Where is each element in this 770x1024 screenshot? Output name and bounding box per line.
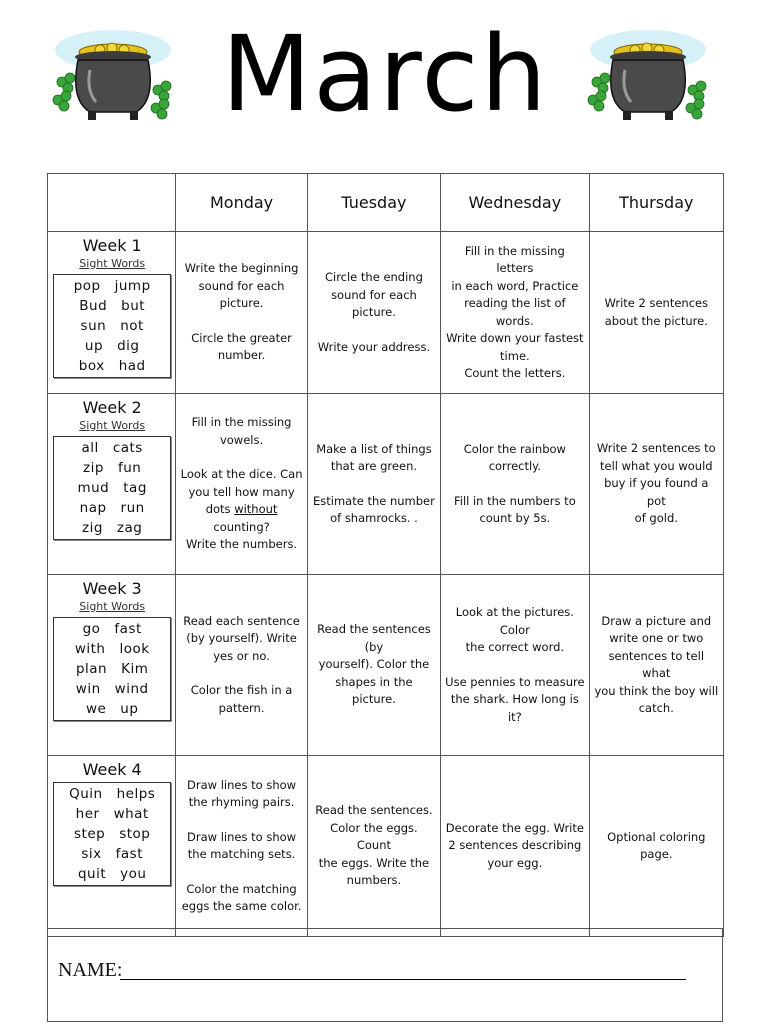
task-line: Use pennies to measure xyxy=(445,674,585,689)
sight-word-row xyxy=(54,804,170,824)
sight-words-label: Sight Words xyxy=(79,257,146,270)
task-line: Color the matching xyxy=(186,881,297,896)
task-line: Draw a picture and xyxy=(601,613,712,628)
sight-word-row xyxy=(54,824,170,844)
sight-word: all xyxy=(81,440,99,456)
sight-words-box xyxy=(53,617,171,721)
task-line: Color the rainbow xyxy=(463,441,566,456)
task-line: Read the sentences. xyxy=(315,803,433,818)
sight-word-row xyxy=(54,619,170,639)
task-line: catch. xyxy=(638,701,674,715)
pot-of-gold-icon xyxy=(50,30,176,130)
sight-word: mud xyxy=(77,480,110,496)
sight-word: tag xyxy=(123,480,147,496)
task-line: sound for each picture. xyxy=(198,278,285,311)
task-line: the eggs. Write the xyxy=(318,855,430,870)
page-title: March xyxy=(221,13,549,135)
task-line: tell what you would xyxy=(600,458,713,473)
task-line: Color the eggs. Count xyxy=(330,820,418,853)
task-line: sentences to tell what xyxy=(608,648,705,680)
week-label-cell xyxy=(48,756,176,937)
task-line: Color the fish in a xyxy=(190,683,293,698)
task-line: Fill in the numbers to xyxy=(453,493,576,508)
task-line: pattern. xyxy=(218,700,265,715)
name-label: NAME: xyxy=(58,959,123,981)
task-line: vowels. xyxy=(219,432,264,447)
sight-word: cats xyxy=(112,440,143,456)
sight-word: what xyxy=(113,806,149,822)
sight-word: look xyxy=(119,641,150,657)
sight-word: six xyxy=(81,846,102,862)
task-line: write one or two xyxy=(609,631,704,645)
week-row xyxy=(48,756,724,937)
task-line: Optional coloring page. xyxy=(607,829,706,861)
task-line: eggs the same color. xyxy=(181,899,302,913)
sight-word-row xyxy=(54,784,170,804)
sight-word-row xyxy=(54,518,170,538)
sight-word: dig xyxy=(117,338,140,354)
monday-cell xyxy=(176,756,307,937)
sight-word: zig xyxy=(82,520,103,536)
sight-word: had xyxy=(118,358,146,374)
pot-of-gold-icon xyxy=(585,30,711,130)
sight-word: pop xyxy=(73,278,101,294)
week-label-cell xyxy=(48,394,176,575)
task-line: Circle the ending xyxy=(324,270,423,284)
sight-word: helps xyxy=(116,786,156,802)
sight-word: go xyxy=(82,621,101,637)
task-line: you think the boy will xyxy=(594,683,719,698)
task-line: correctly. xyxy=(488,459,541,473)
sight-word-row xyxy=(54,864,170,884)
sight-word-row xyxy=(54,458,170,478)
sight-word: not xyxy=(120,318,144,334)
sight-word-row xyxy=(54,296,170,316)
task-line: Write your address. xyxy=(317,339,431,354)
week-title: Week 1 xyxy=(82,236,142,255)
monday-cell xyxy=(176,575,307,756)
task-line: Estimate the number xyxy=(313,493,435,508)
sight-words-box xyxy=(53,782,171,886)
task-line: in each word, Practice xyxy=(451,278,579,293)
sight-word-row xyxy=(54,478,170,498)
sight-word-row xyxy=(54,276,170,296)
sight-words-box xyxy=(53,436,171,540)
week-row xyxy=(48,394,724,575)
wednesday-cell xyxy=(441,394,589,575)
task-line: the matching sets. xyxy=(187,847,296,861)
task-line: yes or no. xyxy=(213,648,270,663)
sight-word-row xyxy=(54,679,170,699)
sight-word: her xyxy=(75,806,100,822)
sight-word-row xyxy=(54,659,170,679)
task-line: (by yourself). Write xyxy=(186,631,297,646)
task-line: Draw lines to show xyxy=(187,829,297,844)
sight-word: we xyxy=(85,701,107,717)
sight-word: fun xyxy=(117,460,142,476)
task-line: you tell how many xyxy=(188,484,295,499)
task-line: Make a list of things xyxy=(316,441,432,456)
task-line: Decorate the egg. Write xyxy=(445,820,584,835)
sight-word-row xyxy=(54,498,170,518)
name-write-line[interactable] xyxy=(120,979,686,980)
task-line: buy if you found a pot xyxy=(604,476,709,508)
weekly-calendar-table xyxy=(47,173,724,937)
sight-word: Quin xyxy=(69,786,103,802)
task-line: Draw lines to show xyxy=(187,777,297,792)
header-row xyxy=(48,174,724,232)
tuesday-cell xyxy=(307,756,440,937)
wednesday-cell xyxy=(441,575,589,756)
task-line: time. xyxy=(500,348,530,363)
sight-word: run xyxy=(120,500,145,516)
sight-word: zag xyxy=(116,520,143,536)
task-line: reading the list of words. xyxy=(464,296,566,328)
task-line: Write down your fastest xyxy=(446,331,584,345)
week-row xyxy=(48,575,724,756)
sight-word: but xyxy=(121,298,146,314)
task-line: yourself). Color the xyxy=(318,657,430,672)
sight-word: zip xyxy=(83,460,104,476)
sight-word: win xyxy=(75,681,101,697)
task-line: Read the sentences (by xyxy=(317,622,431,654)
sight-word: with xyxy=(74,641,106,657)
header-thursday: Thursday xyxy=(589,174,723,232)
monday-cell xyxy=(176,232,307,394)
thursday-cell xyxy=(589,232,723,394)
week-title: Week 4 xyxy=(82,760,142,779)
task-line: 2 sentences describing xyxy=(448,838,582,853)
task-line: Count the letters. xyxy=(464,366,566,380)
sight-word-row xyxy=(54,639,170,659)
monday-cell xyxy=(176,394,307,575)
task-line: count by 5s. xyxy=(479,511,551,525)
sight-word: Kim xyxy=(121,661,149,677)
sight-words-label: Sight Words xyxy=(79,419,146,432)
week-title: Week 3 xyxy=(82,579,142,598)
task-line: Read each sentence xyxy=(183,613,300,628)
sight-word: quit xyxy=(77,866,107,882)
sight-word-row xyxy=(54,336,170,356)
tuesday-cell xyxy=(307,394,440,575)
header-wednesday: Wednesday xyxy=(441,174,589,232)
sight-word: up xyxy=(120,701,139,717)
task-line: the rhyming pairs. xyxy=(188,795,295,809)
task-line: the correct word. xyxy=(465,640,565,654)
task-line: Write the numbers. xyxy=(186,537,298,552)
week-title: Week 2 xyxy=(82,398,142,417)
thursday-cell xyxy=(589,756,723,937)
task-line: sound for each picture. xyxy=(331,287,417,319)
sight-word: stop xyxy=(119,826,151,842)
task-line: the shark. How long is it? xyxy=(450,692,579,724)
thursday-cell xyxy=(589,575,723,756)
thursday-cell xyxy=(589,394,723,575)
task-line: dots without counting? xyxy=(205,502,278,534)
name-box xyxy=(47,928,723,1022)
sight-words-box xyxy=(53,274,171,378)
sight-word: wind xyxy=(114,681,149,697)
sight-word: step xyxy=(74,826,106,842)
sight-word: fast xyxy=(115,846,143,862)
task-line: Write 2 sentences xyxy=(604,296,709,310)
task-line: shapes in the picture. xyxy=(335,674,413,707)
task-line: Write 2 sentences to xyxy=(596,441,716,456)
sight-word: jump xyxy=(114,278,151,294)
task-line: of gold. xyxy=(634,511,678,526)
task-line: Look at the dice. Can xyxy=(180,467,303,482)
task-line: numbers. xyxy=(346,873,402,888)
task-line: about the picture. xyxy=(604,313,708,328)
tuesday-cell xyxy=(307,575,440,756)
task-line: Fill in the missing xyxy=(191,415,292,430)
sight-words-label: Sight Words xyxy=(79,600,146,613)
sight-word: sun xyxy=(80,318,107,334)
header-tuesday: Tuesday xyxy=(307,174,440,232)
sight-word-row xyxy=(54,699,170,719)
header-monday: Monday xyxy=(176,174,307,232)
week-label-cell xyxy=(48,232,176,394)
week-label-cell xyxy=(48,575,176,756)
sight-word: box xyxy=(78,358,105,374)
tuesday-cell xyxy=(307,232,440,394)
task-line: of shamrocks. . xyxy=(330,511,418,525)
sight-word: up xyxy=(84,338,104,354)
sight-word: plan xyxy=(75,661,108,677)
task-line: Circle the greater xyxy=(191,330,292,345)
sight-word: Bud xyxy=(79,298,108,314)
header-blank xyxy=(48,174,176,232)
task-line: Write the beginning xyxy=(184,261,299,276)
sight-word: you xyxy=(120,866,147,882)
sight-word-row xyxy=(54,316,170,336)
sight-word: fast xyxy=(114,621,142,637)
task-line: your egg. xyxy=(487,855,543,870)
task-line: Look at the pictures. Color xyxy=(455,605,574,637)
wednesday-cell xyxy=(441,756,589,937)
task-line: that are green. xyxy=(330,459,418,473)
task-line: Fill in the missing letters xyxy=(464,243,565,275)
task-line: number. xyxy=(217,348,266,363)
sight-word: nap xyxy=(79,500,107,516)
sight-word-row xyxy=(54,356,170,376)
wednesday-cell xyxy=(441,232,589,394)
sight-word-row xyxy=(54,844,170,864)
sight-word-row xyxy=(54,438,170,458)
week-row xyxy=(48,232,724,394)
